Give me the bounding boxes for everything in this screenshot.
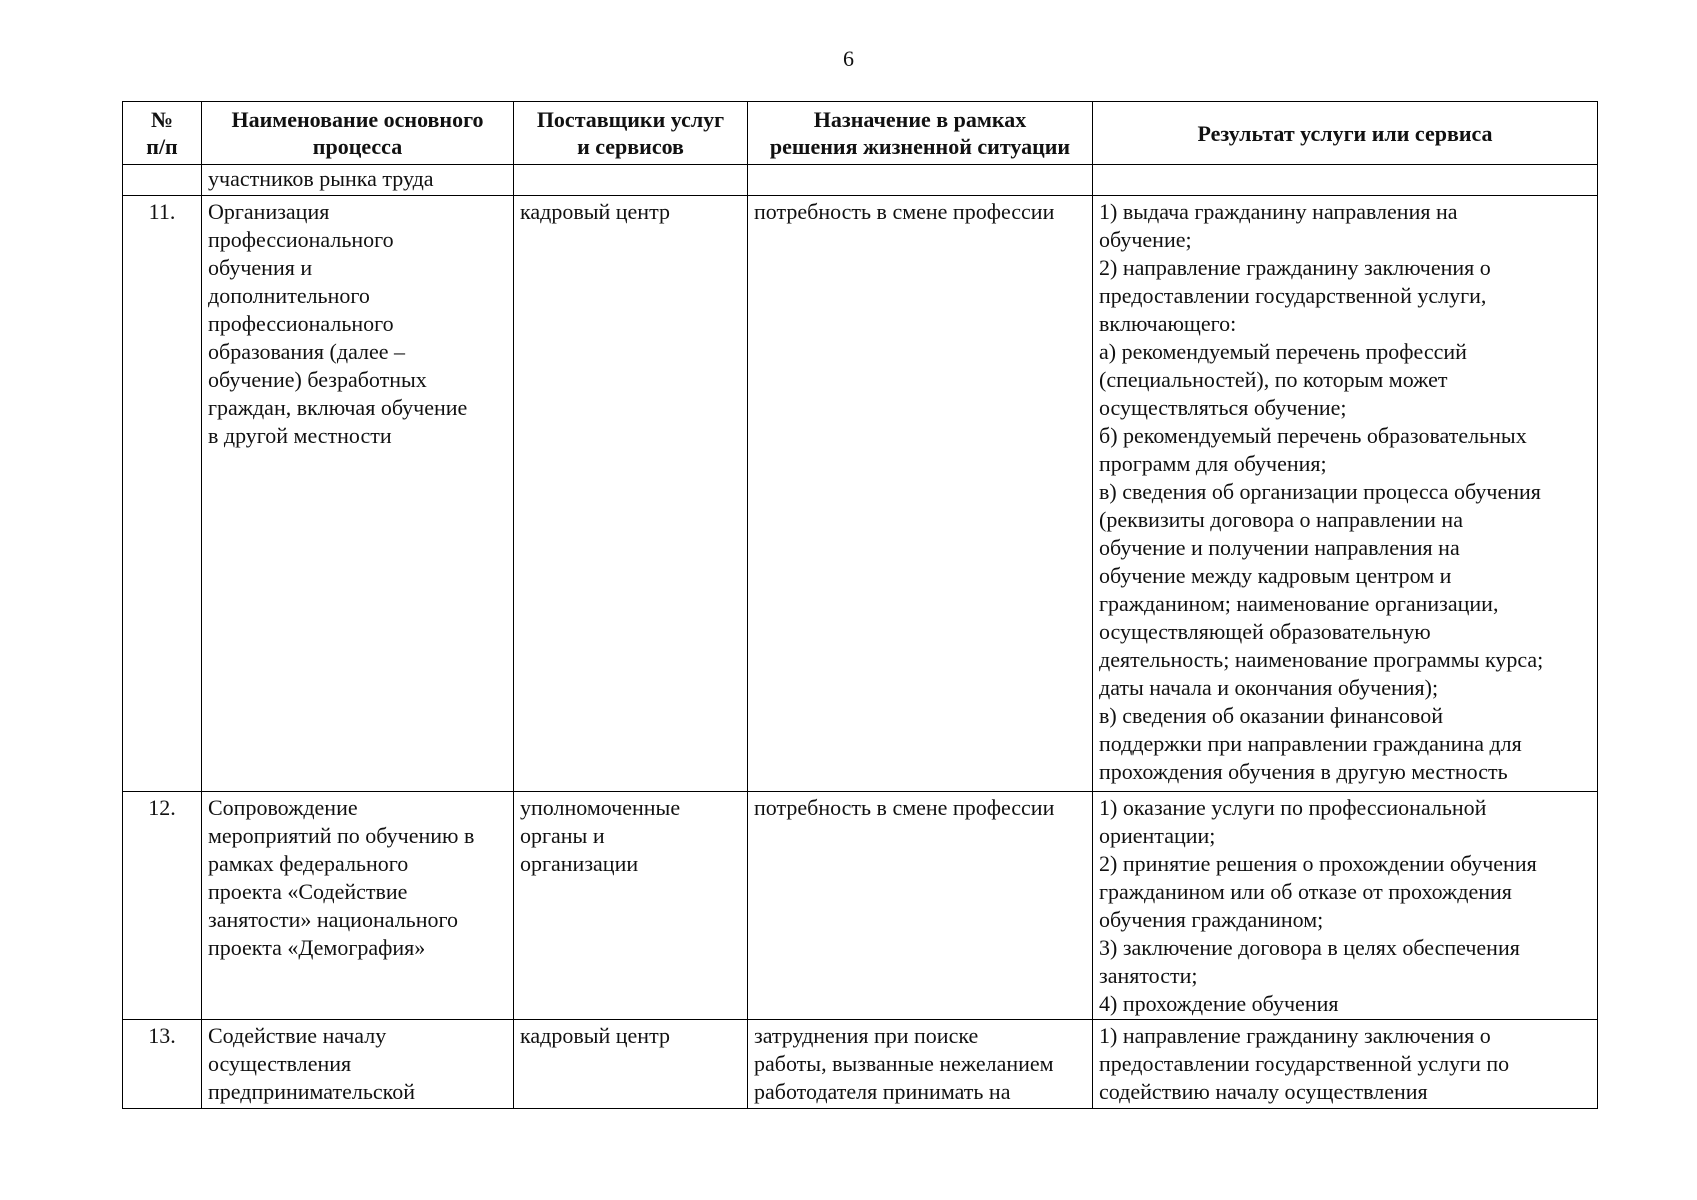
cell-line: 1) выдача гражданину направления на bbox=[1099, 199, 1458, 224]
header-purpose bbox=[748, 102, 1093, 165]
cell-result bbox=[1093, 792, 1598, 1020]
cell-line: в другой местности bbox=[208, 423, 392, 448]
cell-line: гражданином; наименование организации, bbox=[1099, 591, 1499, 616]
cell-line: Сопровождение bbox=[208, 795, 358, 820]
cell-line: б) рекомендуемый перечень образовательных bbox=[1099, 423, 1527, 448]
cell-process-name bbox=[202, 1020, 514, 1109]
cell-line: (реквизиты договора о направлении на bbox=[1099, 507, 1463, 532]
cell-line: а) рекомендуемый перечень профессий bbox=[1099, 339, 1467, 364]
cell-num: 13. bbox=[123, 1020, 202, 1109]
cell-line: прохождения обучения в другую местность bbox=[1099, 759, 1508, 784]
cell-process-name bbox=[202, 196, 514, 792]
cell-line: в) сведения об оказании финансовой bbox=[1099, 703, 1444, 728]
cell-line: в) сведения об организации процесса обучения bbox=[1099, 479, 1541, 504]
cell-line: обучение и получении направления на bbox=[1099, 535, 1460, 560]
cell-line: Содействие началу bbox=[208, 1023, 387, 1048]
cell-line: поддержки при направлении гражданина для bbox=[1099, 731, 1522, 756]
cell-line: гражданином или об отказе от прохождения bbox=[1099, 879, 1512, 904]
cell-line: обучения гражданином; bbox=[1099, 907, 1324, 932]
cell-num bbox=[123, 165, 202, 196]
header-purpose-line: Назначение в рамках bbox=[813, 107, 1027, 132]
cell-line: кадровый центр bbox=[520, 1023, 670, 1048]
cell-line: деятельность; наименование программы курса; bbox=[1099, 647, 1544, 672]
table-header-row bbox=[123, 102, 1598, 165]
table-row bbox=[123, 165, 1598, 196]
cell-line: включающего: bbox=[1099, 311, 1237, 336]
cell-line: занятости; bbox=[1099, 963, 1198, 988]
header-providers-line: и сервисов bbox=[577, 134, 684, 159]
cell-line: осуществляться обучение; bbox=[1099, 395, 1347, 420]
cell-line: уполномоченные bbox=[520, 795, 681, 820]
cell-result bbox=[1093, 165, 1598, 196]
cell-line: 1) оказание услуги по профессиональной bbox=[1099, 795, 1487, 820]
cell-line: дополнительного bbox=[208, 283, 370, 308]
header-process-name-line: процесса bbox=[312, 134, 403, 159]
cell-line: рамках федерального bbox=[208, 851, 409, 876]
cell-line: предоставлении государственной услуги, bbox=[1099, 283, 1487, 308]
cell-line: осуществляющей образовательную bbox=[1099, 619, 1431, 644]
cell-line: 3) заключение договора в целях обеспечения bbox=[1099, 935, 1520, 960]
cell-line: содействию началу осуществления bbox=[1099, 1079, 1428, 1104]
cell-line: потребность в смене профессии bbox=[754, 795, 1055, 820]
cell-line: мероприятий по обучению в bbox=[208, 823, 475, 848]
header-num-line: № bbox=[150, 107, 174, 132]
cell-line: 1) направление гражданину заключения о bbox=[1099, 1023, 1491, 1048]
table-row bbox=[123, 1020, 1598, 1109]
cell-line: граждан, включая обучение bbox=[208, 395, 468, 420]
header-purpose-line: решения жизненной ситуации bbox=[769, 134, 1071, 159]
cell-line: образования (далее – bbox=[208, 339, 406, 364]
cell-purpose bbox=[748, 196, 1093, 792]
cell-line: работодателя принимать на bbox=[754, 1079, 1011, 1104]
header-result bbox=[1093, 102, 1598, 165]
cell-line: участников рынка труда bbox=[208, 166, 434, 191]
cell-line: Организация bbox=[208, 199, 330, 224]
cell-line: 2) принятие решения о прохождении обучения bbox=[1099, 851, 1537, 876]
page-number: 6 bbox=[843, 46, 854, 71]
cell-process-name bbox=[202, 792, 514, 1020]
header-num-line: п/п bbox=[146, 134, 178, 159]
cell-result bbox=[1093, 196, 1598, 792]
cell-line: кадровый центр bbox=[520, 199, 670, 224]
cell-line: осуществления bbox=[208, 1051, 352, 1076]
cell-num: 11. bbox=[123, 196, 202, 792]
services-table bbox=[122, 101, 1598, 1109]
cell-line: ориентации; bbox=[1099, 823, 1216, 848]
table-body bbox=[123, 165, 1598, 1109]
cell-line: профессионального bbox=[208, 227, 394, 252]
cell-line: потребность в смене профессии bbox=[754, 199, 1055, 224]
cell-providers bbox=[514, 165, 748, 196]
cell-line: программ для обучения; bbox=[1099, 451, 1327, 476]
cell-line: затруднения при поиске bbox=[754, 1023, 979, 1048]
table-row bbox=[123, 196, 1598, 792]
cell-line: обучение; bbox=[1099, 227, 1192, 252]
cell-line: (специальностей), по которым может bbox=[1099, 367, 1448, 392]
cell-purpose bbox=[748, 792, 1093, 1020]
cell-purpose bbox=[748, 1020, 1093, 1109]
header-providers bbox=[514, 102, 748, 165]
table-row bbox=[123, 792, 1598, 1020]
cell-line: предоставлении государственной услуги по bbox=[1099, 1051, 1510, 1076]
header-process-name-line: Наименование основного bbox=[231, 107, 484, 132]
cell-line: органы и bbox=[520, 823, 605, 848]
cell-line: обучения и bbox=[208, 255, 313, 280]
cell-line: даты начала и окончания обучения); bbox=[1099, 675, 1439, 700]
header-num bbox=[123, 102, 202, 165]
cell-line: работы, вызванные нежеланием bbox=[754, 1051, 1054, 1076]
cell-line: обучение) безработных bbox=[208, 367, 427, 392]
cell-providers bbox=[514, 792, 748, 1020]
header-result-line: Результат услуги или сервиса bbox=[1197, 120, 1493, 146]
cell-line: 4) прохождение обучения bbox=[1099, 991, 1339, 1016]
cell-line: занятости» национального bbox=[208, 907, 458, 932]
cell-providers bbox=[514, 1020, 748, 1109]
header-providers-line: Поставщики услуг bbox=[536, 107, 725, 132]
cell-purpose bbox=[748, 165, 1093, 196]
cell-line: обучение между кадровым центром и bbox=[1099, 563, 1452, 588]
cell-line: проекта «Демография» bbox=[208, 935, 426, 960]
cell-num: 12. bbox=[123, 792, 202, 1020]
cell-providers bbox=[514, 196, 748, 792]
cell-process-name bbox=[202, 165, 514, 196]
header-process-name bbox=[202, 102, 514, 165]
cell-result bbox=[1093, 1020, 1598, 1109]
cell-line: организации bbox=[520, 851, 639, 876]
cell-line: 2) направление гражданину заключения о bbox=[1099, 255, 1491, 280]
cell-line: профессионального bbox=[208, 311, 394, 336]
cell-line: проекта «Содействие bbox=[208, 879, 408, 904]
cell-line: предпринимательской bbox=[208, 1079, 416, 1104]
